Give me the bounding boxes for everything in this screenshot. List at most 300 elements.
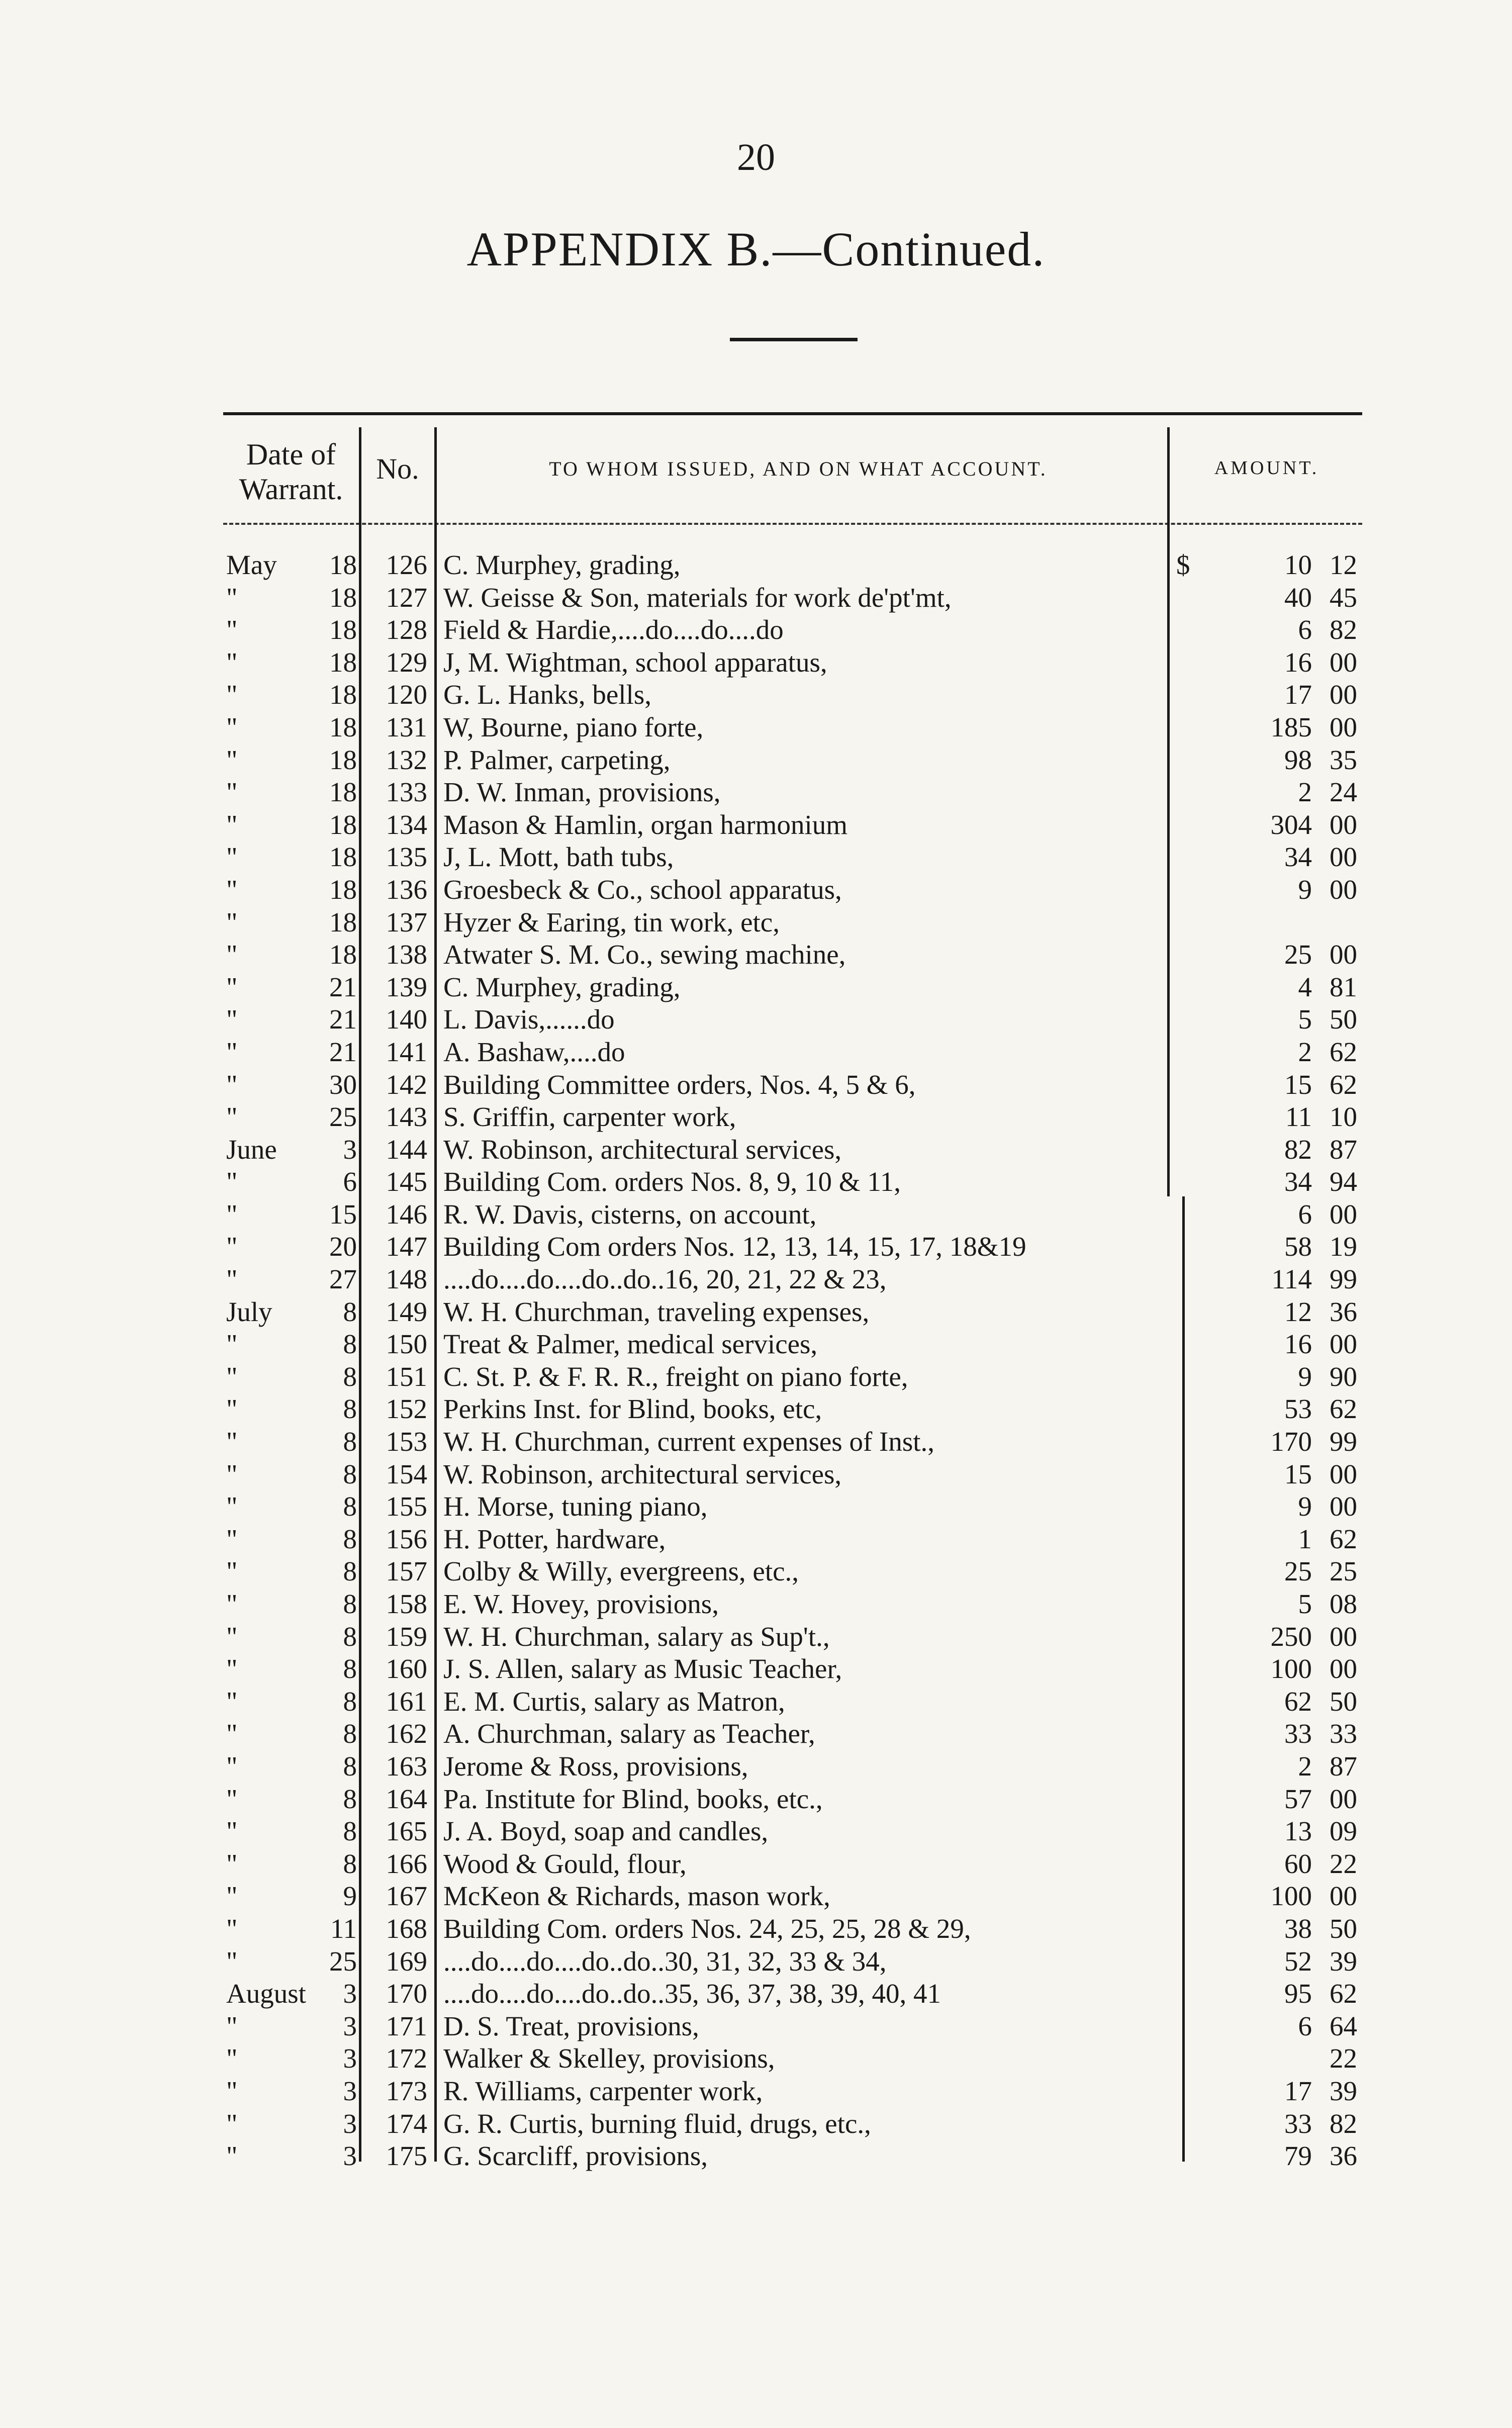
warrant-number: 140 [386, 1004, 427, 1035]
amount-dollars: 9 [1298, 874, 1312, 905]
warrant-month: " [226, 1589, 238, 1619]
warrant-number: 172 [386, 2043, 427, 2074]
warrant-account: J, M. Wightman, school apparatus, [443, 646, 827, 678]
warrant-day: 8 [343, 1848, 357, 1879]
table-row [221, 841, 1367, 874]
warrant-account: J, L. Mott, bath tubs, [443, 842, 674, 873]
amount-cents: 08 [1330, 1589, 1357, 1619]
warrant-number: 155 [386, 1491, 427, 1522]
warrant-month: " [226, 939, 238, 970]
warrant-number: 156 [386, 1523, 427, 1554]
warrant-day: 8 [343, 1653, 357, 1685]
warrant-account: R. W. Davis, cisterns, on account, [443, 1198, 817, 1230]
amount-dollars: 15 [1284, 1458, 1312, 1489]
warrant-month: " [226, 906, 238, 938]
warrant-day: 18 [329, 777, 357, 808]
amount-cents: 35 [1330, 744, 1357, 775]
table-row [221, 1198, 1367, 1231]
amount-cents: 00 [1330, 1621, 1357, 1652]
warrant-month: " [226, 744, 238, 775]
warrant-number: 147 [386, 1231, 427, 1262]
table-row [221, 1555, 1367, 1588]
warrant-month: " [226, 1686, 238, 1717]
warrant-day: 18 [329, 679, 357, 710]
amount-cents: 62 [1330, 1069, 1357, 1100]
amount-dollars: 114 [1271, 1264, 1312, 1295]
amount-dollars: 98 [1284, 744, 1312, 775]
amount-cents: 39 [1330, 2075, 1357, 2106]
header-account: TO WHOM ISSUED, AND ON WHAT ACCOUNT. [549, 457, 1048, 480]
amount-cents: 64 [1330, 2010, 1357, 2041]
warrant-day: 18 [329, 842, 357, 873]
warrant-number: 135 [386, 842, 427, 873]
warrant-month: " [226, 2075, 238, 2106]
table-row [221, 1101, 1367, 1134]
amount-dollars: 11 [1285, 1101, 1312, 1133]
warrant-day: 8 [343, 1361, 357, 1392]
warrant-account: W. H. Churchman, traveling expenses, [443, 1296, 870, 1327]
warrant-account: L. Davis,......do [443, 1004, 615, 1035]
amount-cents: 00 [1330, 1783, 1357, 1814]
amount-cents: 19 [1330, 1231, 1357, 1262]
table-row [221, 809, 1367, 842]
table-row [221, 679, 1367, 711]
warrant-account: H. Morse, tuning piano, [443, 1491, 708, 1522]
warrant-account: Building Committee orders, Nos. 4, 5 & 6, [443, 1069, 916, 1100]
warrant-month: " [226, 874, 238, 905]
amount-dollars: 9 [1298, 1491, 1312, 1522]
warrant-account: P. Palmer, carpeting, [443, 744, 671, 775]
warrant-month: " [226, 2010, 238, 2041]
warrant-account: A. Bashaw,....do [443, 1036, 625, 1067]
warrant-account: Building Com. orders Nos. 8, 9, 10 & 11, [443, 1166, 901, 1197]
warrant-account: Colby & Willy, evergreens, etc., [443, 1556, 799, 1587]
amount-dollars: 10 [1284, 549, 1312, 580]
warrant-number: 142 [386, 1069, 427, 1100]
amount-dollars: 16 [1284, 646, 1312, 678]
warrant-account: J. S. Allen, salary as Music Teacher, [443, 1653, 842, 1685]
amount-dollars: 17 [1284, 2075, 1312, 2106]
title-rule [730, 338, 858, 341]
warrant-month: " [226, 1523, 238, 1554]
amount-dollars: 304 [1270, 809, 1312, 840]
amount-cents: 22 [1330, 2043, 1357, 2074]
amount-cents: 81 [1330, 971, 1357, 1002]
amount-dollars: 33 [1284, 2108, 1312, 2139]
warrant-number: 146 [386, 1198, 427, 1230]
warrant-day: 21 [329, 971, 357, 1002]
warrant-month: " [226, 2140, 238, 2172]
amount-cents: 62 [1330, 1036, 1357, 1067]
warrant-account: D. W. Inman, provisions, [443, 777, 721, 808]
warrant-account: Wood & Gould, flour, [443, 1848, 687, 1879]
warrant-day: 8 [343, 1296, 357, 1327]
amount-cents: 00 [1330, 679, 1357, 710]
warrant-number: 158 [386, 1589, 427, 1619]
amount-dollars: 95 [1284, 1978, 1312, 2009]
amount-cents: 99 [1330, 1264, 1357, 1295]
warrant-account: ....do....do....do..do..35, 36, 37, 38, 39, 40, 41 [443, 1978, 941, 2009]
amount-dollars: 13 [1284, 1816, 1312, 1847]
header-bottom-rule [223, 523, 1362, 526]
amount-dollars: 6 [1298, 614, 1312, 645]
warrant-number: 153 [386, 1426, 427, 1457]
warrant-account: H. Potter, hardware, [443, 1523, 666, 1554]
warrant-month: July [226, 1296, 272, 1327]
amount-dollars: 2 [1298, 777, 1312, 808]
warrant-account: A. Churchman, salary as Teacher, [443, 1718, 815, 1749]
warrant-day: 8 [343, 1816, 357, 1847]
warrant-month: " [226, 1231, 238, 1262]
warrant-account: ....do....do....do..do..30, 31, 32, 33 & 34, [443, 1945, 887, 1977]
warrant-day: 18 [329, 939, 357, 970]
amount-cents: 82 [1330, 2108, 1357, 2139]
amount-dollars: 25 [1284, 1556, 1312, 1587]
warrant-number: 168 [386, 1913, 427, 1944]
warrant-number: 152 [386, 1393, 427, 1425]
table-row [221, 1750, 1367, 1783]
warrant-day: 18 [329, 809, 357, 840]
amount-cents: 00 [1330, 1198, 1357, 1230]
amount-dollars: 52 [1284, 1945, 1312, 1977]
warrant-account: G. Scarcliff, provisions, [443, 2140, 708, 2172]
warrant-month: " [226, 1783, 238, 1814]
warrant-number: 171 [386, 2010, 427, 2041]
warrant-month: " [226, 1945, 238, 1977]
amount-cents: 87 [1330, 1134, 1357, 1165]
warrant-month: August [226, 1978, 306, 2009]
amount-dollars: 58 [1284, 1231, 1312, 1262]
table-row [221, 1069, 1367, 1101]
warrant-month: " [226, 1036, 238, 1067]
table-row [221, 1003, 1367, 1036]
warrant-number: 150 [386, 1329, 427, 1360]
warrant-day: 8 [343, 1491, 357, 1522]
amount-dollars: 5 [1298, 1589, 1312, 1619]
warrant-account: W, Bourne, piano forte, [443, 711, 704, 742]
amount-dollars: 53 [1284, 1393, 1312, 1425]
warrant-account: Walker & Skelley, provisions, [443, 2043, 775, 2074]
amount-dollars: 1 [1298, 1523, 1312, 1554]
warrant-month: " [226, 1329, 238, 1360]
table-row [221, 582, 1367, 614]
warrant-day: 8 [343, 1686, 357, 1717]
warrant-month: " [226, 777, 238, 808]
warrant-month: " [226, 1848, 238, 1879]
warrant-month: " [226, 1621, 238, 1652]
amount-cents: 00 [1330, 842, 1357, 873]
amount-dollars: 34 [1284, 842, 1312, 873]
warrant-number: 132 [386, 744, 427, 775]
warrant-day: 18 [329, 614, 357, 645]
warrant-day: 3 [343, 2043, 357, 2074]
warrant-day: 18 [329, 711, 357, 742]
warrant-account: Jerome & Ross, provisions, [443, 1750, 748, 1782]
amount-cents: 82 [1330, 614, 1357, 645]
amount-cents: 39 [1330, 1945, 1357, 1977]
warrant-number: 139 [386, 971, 427, 1002]
amount-dollars: 16 [1284, 1329, 1312, 1360]
table-row [221, 2140, 1367, 2173]
warrant-account: W. Robinson, architectural services, [443, 1134, 842, 1165]
warrant-number: 136 [386, 874, 427, 905]
warrant-account: Pa. Institute for Blind, books, etc., [443, 1783, 823, 1814]
amount-dollars: 57 [1284, 1783, 1312, 1814]
warrant-day: 21 [329, 1036, 357, 1067]
table-row [221, 1296, 1367, 1329]
amount-cents: 36 [1330, 2140, 1357, 2172]
warrant-day: 11 [330, 1913, 357, 1944]
warrant-account: Hyzer & Earing, tin work, etc, [443, 906, 780, 938]
warrant-number: 137 [386, 906, 427, 938]
warrant-day: 3 [343, 2010, 357, 2041]
warrant-month: " [226, 1426, 238, 1457]
amount-cents: 33 [1330, 1718, 1357, 1749]
warrant-month: " [226, 1718, 238, 1749]
warrant-month: " [226, 1913, 238, 1944]
warrant-number: 143 [386, 1101, 427, 1133]
warrant-number: 162 [386, 1718, 427, 1749]
warrant-account: W. H. Churchman, current expenses of Inst., [443, 1426, 935, 1457]
warrant-number: 157 [386, 1556, 427, 1587]
warrant-day: 8 [343, 1783, 357, 1814]
amount-cents: 36 [1330, 1296, 1357, 1327]
warrant-month: " [226, 2043, 238, 2074]
table-row [221, 1036, 1367, 1069]
table-row [221, 2042, 1367, 2075]
warrant-number: 126 [386, 549, 427, 580]
warrant-account: Building Com orders Nos. 12, 13, 14, 15, 17, 18&19 [443, 1231, 1026, 1262]
amount-dollars: 34 [1284, 1166, 1312, 1197]
warrant-day: 27 [329, 1264, 357, 1295]
warrant-account: S. Griffin, carpenter work, [443, 1101, 736, 1133]
table-row [221, 1523, 1367, 1556]
table-row [221, 1815, 1367, 1848]
warrant-month: " [226, 614, 238, 645]
warrant-number: 154 [386, 1458, 427, 1489]
table-row [221, 1166, 1367, 1198]
warrant-account: W. Robinson, architectural services, [443, 1458, 842, 1489]
warrant-account: Atwater S. M. Co., sewing machine, [443, 939, 846, 970]
warrant-account: E. W. Hovey, provisions, [443, 1589, 719, 1619]
warrant-month: May [226, 549, 277, 580]
warrant-day: 9 [343, 1881, 357, 1912]
table-row [221, 906, 1367, 939]
table-row [221, 711, 1367, 744]
warrant-month: " [226, 809, 238, 840]
table-row [221, 1848, 1367, 1881]
warrant-number: 151 [386, 1361, 427, 1392]
warrant-month: " [226, 1556, 238, 1587]
warrant-account: McKeon & Richards, mason work, [443, 1881, 830, 1912]
amount-dollars: 185 [1270, 711, 1312, 742]
amount-cents: 00 [1330, 1653, 1357, 1685]
warrant-day: 3 [343, 1134, 357, 1165]
warrant-month: " [226, 1491, 238, 1522]
amount-cents: 90 [1330, 1361, 1357, 1392]
warrant-account: W. H. Churchman, salary as Sup't., [443, 1621, 830, 1652]
warrant-month: " [226, 1264, 238, 1295]
warrant-account: C. St. P. & F. R. R., freight on piano forte, [443, 1361, 908, 1392]
amount-dollars: 15 [1284, 1069, 1312, 1100]
amount-cents: 50 [1330, 1686, 1357, 1717]
warrant-day: 8 [343, 1458, 357, 1489]
table-row [221, 1913, 1367, 1945]
table-row [221, 874, 1367, 906]
table-row [221, 744, 1367, 777]
warrant-account: G. L. Hanks, bells, [443, 679, 651, 710]
table-row [221, 1718, 1367, 1750]
warrant-day: 3 [343, 2075, 357, 2106]
warrant-account: Field & Hardie,....do....do....do [443, 614, 784, 645]
table-row [221, 1134, 1367, 1166]
amount-cents: 94 [1330, 1166, 1357, 1197]
warrant-day: 30 [329, 1069, 357, 1100]
amount-dollars: 6 [1298, 2010, 1312, 2041]
page-number: 20 [737, 136, 775, 178]
table-row [221, 1231, 1367, 1263]
warrant-table [221, 549, 1367, 2173]
amount-cents: 50 [1330, 1913, 1357, 1944]
warrant-account: Groesbeck & Co., school apparatus, [443, 874, 842, 905]
amount-dollars: 79 [1284, 2140, 1312, 2172]
warrant-day: 8 [343, 1393, 357, 1425]
table-row [221, 1458, 1367, 1491]
amount-cents: 22 [1330, 1848, 1357, 1879]
table-row [221, 1880, 1367, 1913]
table-row [221, 1490, 1367, 1523]
warrant-month: " [226, 582, 238, 613]
warrant-day: 25 [329, 1945, 357, 1977]
amount-cents: 00 [1330, 646, 1357, 678]
table-row [221, 1588, 1367, 1621]
warrant-number: 173 [386, 2075, 427, 2106]
warrant-number: 169 [386, 1945, 427, 1977]
table-row [221, 2010, 1367, 2043]
header-number: No. [376, 452, 419, 485]
header-amount: AMOUNT. [1214, 457, 1319, 479]
warrant-number: 160 [386, 1653, 427, 1685]
table-row [221, 1263, 1367, 1296]
warrant-day: 18 [329, 906, 357, 938]
warrant-account: R. Williams, carpenter work, [443, 2075, 763, 2106]
warrant-month: " [226, 1458, 238, 1489]
warrant-number: 175 [386, 2140, 427, 2172]
warrant-number: 166 [386, 1848, 427, 1879]
warrant-day: 8 [343, 1718, 357, 1749]
table-row [221, 971, 1367, 1004]
warrant-month: " [226, 1166, 238, 1197]
warrant-day: 15 [329, 1198, 357, 1230]
warrant-number: 170 [386, 1978, 427, 2009]
table-row [221, 1621, 1367, 1653]
amount-cents: 00 [1330, 1458, 1357, 1489]
warrant-month: " [226, 842, 238, 873]
amount-cents: 00 [1330, 1491, 1357, 1522]
amount-cents: 09 [1330, 1816, 1357, 1847]
amount-cents: 87 [1330, 1750, 1357, 1782]
warrant-month: " [226, 1101, 238, 1133]
warrant-month: " [226, 1816, 238, 1847]
amount-dollars: 60 [1284, 1848, 1312, 1879]
warrant-number: 164 [386, 1783, 427, 1814]
amount-dollars: 6 [1298, 1198, 1312, 1230]
warrant-number: 120 [386, 679, 427, 710]
warrant-day: 6 [343, 1166, 357, 1197]
warrant-day: 25 [329, 1101, 357, 1133]
warrant-day: 3 [343, 1978, 357, 2009]
warrant-number: 165 [386, 1816, 427, 1847]
warrant-account: D. S. Treat, provisions, [443, 2010, 699, 2041]
amount-cents: 50 [1330, 1004, 1357, 1035]
amount-dollars: 5 [1298, 1004, 1312, 1035]
warrant-month: " [226, 646, 238, 678]
amount-dollars: 40 [1284, 582, 1312, 613]
amount-dollars: 2 [1298, 1750, 1312, 1782]
amount-cents: 62 [1330, 1393, 1357, 1425]
page-title: APPENDIX B.—Continued. [466, 222, 1046, 276]
warrant-account: ....do....do....do..do..16, 20, 21, 22 & 23, [443, 1264, 887, 1295]
amount-cents: 00 [1330, 1881, 1357, 1912]
table-row [221, 1426, 1367, 1458]
table-row [221, 1783, 1367, 1816]
amount-dollars: 33 [1284, 1718, 1312, 1749]
table-row [221, 2108, 1367, 2140]
warrant-month: " [226, 1750, 238, 1782]
warrant-month: " [226, 711, 238, 742]
amount-dollars: 38 [1284, 1913, 1312, 1944]
table-row [221, 2075, 1367, 2108]
warrant-day: 8 [343, 1556, 357, 1587]
amount-dollars: 4 [1298, 971, 1312, 1002]
warrant-day: 3 [343, 2108, 357, 2139]
warrant-month: " [226, 1881, 238, 1912]
table-row [221, 1393, 1367, 1426]
warrant-number: 149 [386, 1296, 427, 1327]
table-row [221, 614, 1367, 646]
amount-cents: 62 [1330, 1978, 1357, 2009]
amount-cents: 45 [1330, 582, 1357, 613]
table-row [221, 1945, 1367, 1978]
warrant-account: W. Geisse & Son, materials for work de'pt'mt, [443, 582, 952, 613]
warrant-number: 127 [386, 582, 427, 613]
currency-symbol: $ [1176, 549, 1190, 580]
warrant-month: " [226, 1361, 238, 1392]
table-row [221, 646, 1367, 679]
table-row [221, 1328, 1367, 1361]
amount-dollars: 9 [1298, 1361, 1312, 1392]
warrant-month: " [226, 2108, 238, 2139]
warrant-day: 3 [343, 2140, 357, 2172]
warrant-day: 18 [329, 549, 357, 580]
warrant-account: Mason & Hamlin, organ harmonium [443, 809, 848, 840]
warrant-number: 174 [386, 2108, 427, 2139]
amount-dollars: 17 [1284, 679, 1312, 710]
warrant-month: " [226, 971, 238, 1002]
warrant-day: 8 [343, 1589, 357, 1619]
amount-cents: 24 [1330, 777, 1357, 808]
warrant-day: 18 [329, 646, 357, 678]
warrant-day: 18 [329, 582, 357, 613]
warrant-number: 161 [386, 1686, 427, 1717]
amount-cents: 00 [1330, 809, 1357, 840]
table-row [221, 1686, 1367, 1718]
table-row [221, 1653, 1367, 1686]
warrant-number: 134 [386, 809, 427, 840]
warrant-account: C. Murphey, grading, [443, 549, 681, 580]
warrant-number: 133 [386, 777, 427, 808]
warrant-number: 131 [386, 711, 427, 742]
